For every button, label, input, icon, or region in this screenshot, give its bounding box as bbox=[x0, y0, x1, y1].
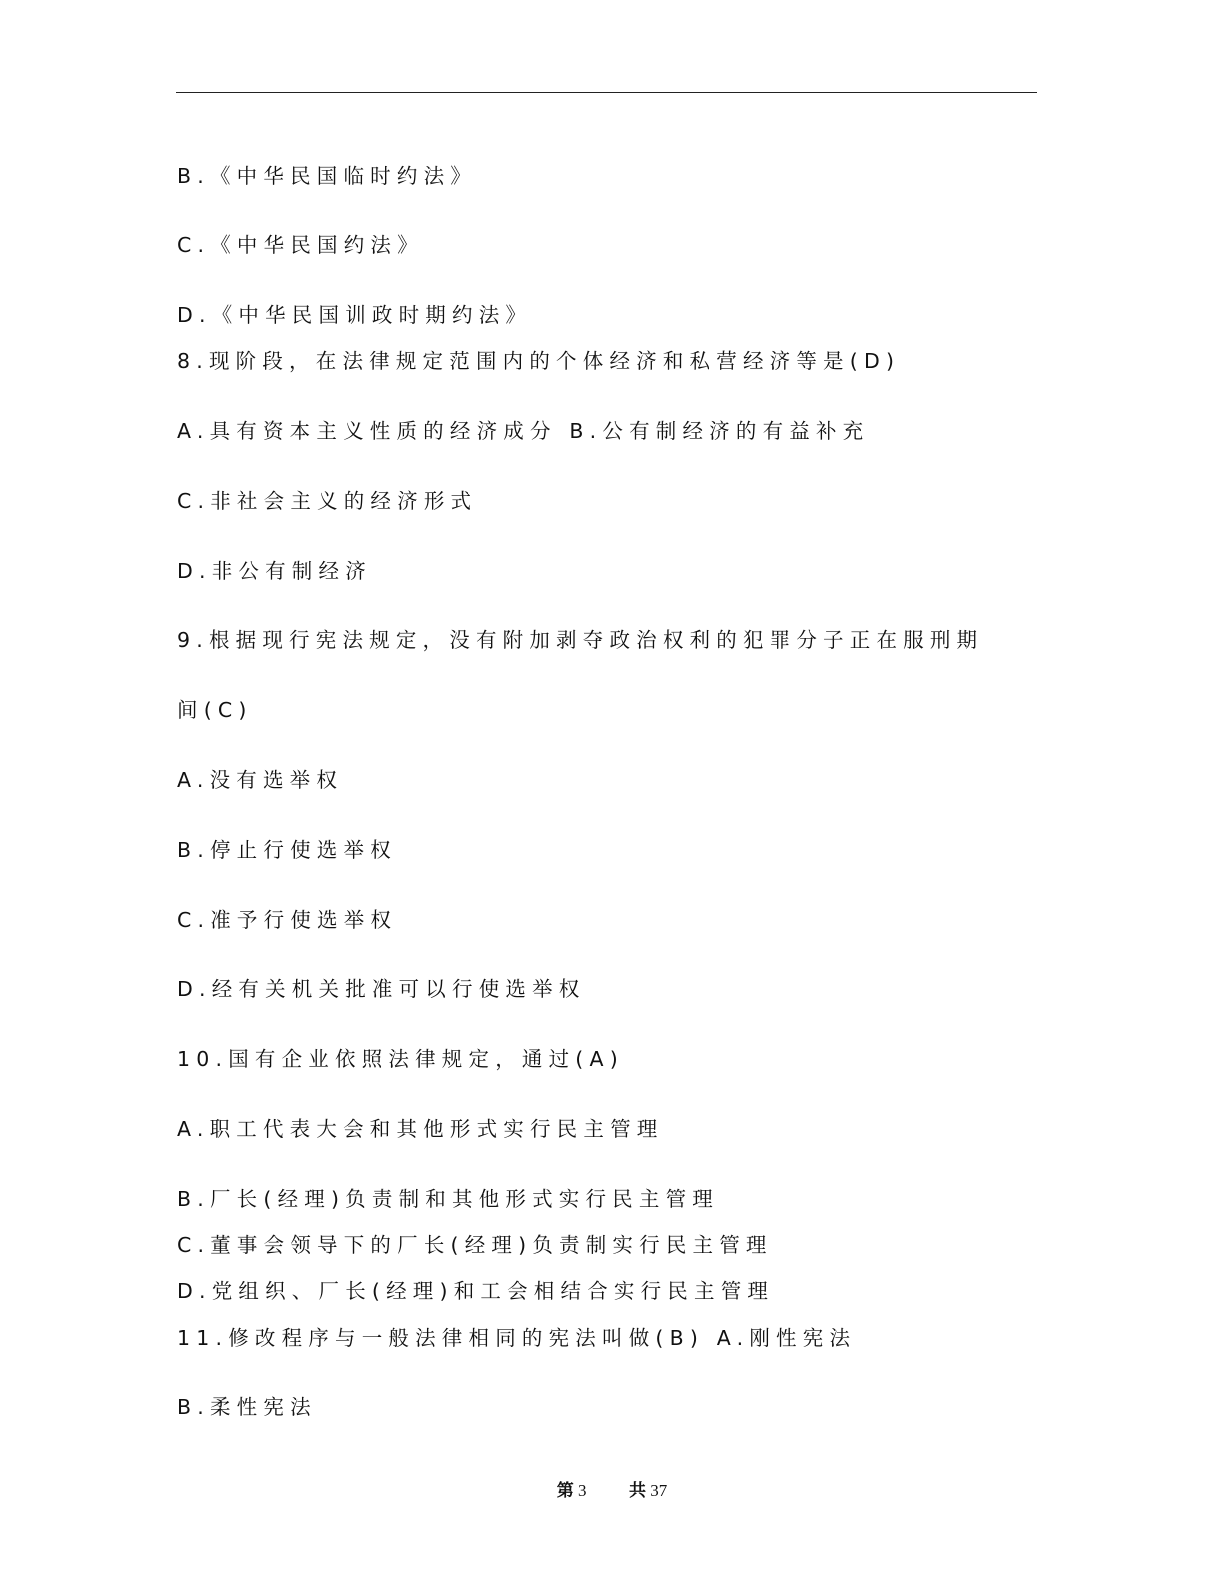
question-line: 9.根据现行宪法规定，没有附加剥夺政治权利的犯罪分子正在服刑期 bbox=[177, 628, 984, 652]
page-footer bbox=[0, 1476, 1224, 1501]
question-line: 11.修改程序与一般法律相同的宪法叫做(B) A.刚性宪法 bbox=[177, 1326, 857, 1350]
option-line: A.职工代表大会和其他形式实行民主管理 bbox=[177, 1117, 664, 1141]
option-line: B.柔性宪法 bbox=[177, 1395, 317, 1419]
question-line: 10.国有企业依照法律规定，通过(A) bbox=[177, 1047, 624, 1071]
option-line: C.《中华民国约法》 bbox=[177, 233, 424, 257]
page-number: 3 bbox=[578, 1481, 587, 1500]
option-line: A.具有资本主义性质的经济成分 B.公有制经济的有益补充 bbox=[177, 419, 870, 443]
option-line: D.《中华民国训政时期约法》 bbox=[177, 303, 533, 327]
option-line: C.非社会主义的经济形式 bbox=[177, 489, 478, 513]
option-line: B.厂长(经理)负责制和其他形式实行民主管理 bbox=[177, 1187, 719, 1211]
option-line: B.《中华民国临时约法》 bbox=[177, 164, 477, 188]
option-line: D.经有关机关批准可以行使选举权 bbox=[177, 977, 586, 1001]
option-line: A.没有选举权 bbox=[177, 768, 344, 792]
option-line: D.非公有制经济 bbox=[177, 559, 372, 583]
question-line: 8.现阶段，在法律规定范围内的个体经济和私营经济等是(D) bbox=[177, 349, 901, 373]
question-line-continued: 间(C) bbox=[177, 698, 253, 722]
total-label: 共 bbox=[629, 1481, 646, 1500]
option-line: B.停止行使选举权 bbox=[177, 838, 397, 862]
header-rule bbox=[176, 92, 1037, 93]
page-label: 第 bbox=[556, 1481, 574, 1500]
total-pages: 37 bbox=[650, 1481, 668, 1500]
option-line: D.党组织、厂长(经理)和工会相结合实行民主管理 bbox=[177, 1279, 775, 1303]
option-line: C.董事会领导下的厂长(经理)负责制实行民主管理 bbox=[177, 1233, 773, 1257]
option-line: C.准予行使选举权 bbox=[177, 908, 398, 932]
